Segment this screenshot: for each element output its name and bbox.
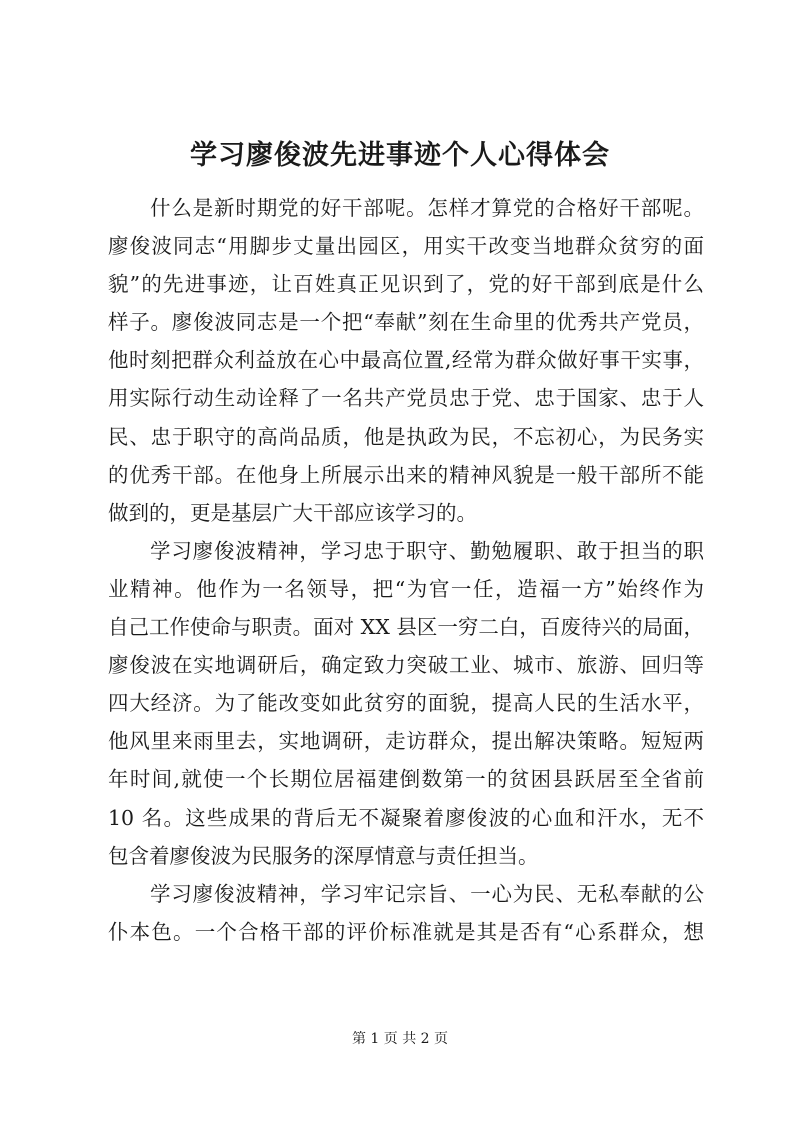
paragraph-line: 自己工作使命与职责。面对 XX 县区一穷二白，百废待兴的局面，: [108, 615, 704, 640]
paragraph-line: 的优秀干部。在他身上所展示出来的精神风貌是一般干部所不能: [108, 462, 704, 487]
paragraph-line: 样子。廖俊波同志是一个把“奉献”刻在生命里的优秀共产党员，: [108, 310, 704, 335]
paragraph-line: 什么是新时期党的好干部呢。怎样才算党的合格好干部呢。: [150, 196, 704, 220]
paragraph-line: 四大经济。为了能改变如此贫穷的面貌，提高人民的生活水平，: [108, 691, 704, 716]
paragraph-line: 做到的，更是基层广大干部应该学习的。: [108, 500, 477, 525]
paragraph-line: 廖俊波同志“用脚步丈量出园区，用实干改变当地群众贫穷的面: [108, 234, 704, 259]
paragraph-line: 10 名。这些成果的背后无不凝聚着廖俊波的心血和汗水，无不: [108, 805, 704, 830]
paragraph-line: 貌”的先进事迹，让百姓真正见识到了，党的好干部到底是什么: [108, 272, 704, 297]
document-body: [108, 189, 704, 951]
paragraph-line: 他时刻把群众利益放在心中最高位置,经常为群众做好事干实事，: [108, 348, 704, 373]
paragraph-line: 学习廖俊波精神，学习牢记宗旨、一心为民、无私奉献的公: [150, 881, 704, 906]
paragraph-line: 业精神。他作为一名领导，把“为官一任，造福一方”始终作为: [108, 576, 704, 601]
paragraph-line: 学习廖俊波精神，学习忠于职守、勤勉履职、敢于担当的职: [150, 538, 704, 563]
paragraph-line: 民、忠于职守的高尚品质，他是执政为民，不忘初心，为民务实: [108, 424, 704, 449]
paragraph-line: 仆本色。一个合格干部的评价标准就是其是否有“心系群众，想: [108, 919, 704, 944]
paragraph-line: 年时间,就使一个长期位居福建倒数第一的贫困县跃居至全省前: [108, 767, 704, 792]
page-footer: 第 1 页 共 2 页: [351, 1031, 449, 1047]
paragraph-line: 用实际行动生动诠释了一名共产党员忠于党、忠于国家、忠于人: [108, 386, 704, 411]
document-title: 学习廖俊波先进事迹个人心得体会: [190, 140, 610, 171]
paragraph-line: 包含着廖俊波为民服务的深厚情意与责任担当。: [108, 843, 539, 868]
paragraph-line: 他风里来雨里去，实地调研，走访群众，提出解决策略。短短两: [108, 729, 704, 754]
paragraph-line: 廖俊波在实地调研后，确定致力突破工业、城市、旅游、回归等: [108, 653, 704, 678]
